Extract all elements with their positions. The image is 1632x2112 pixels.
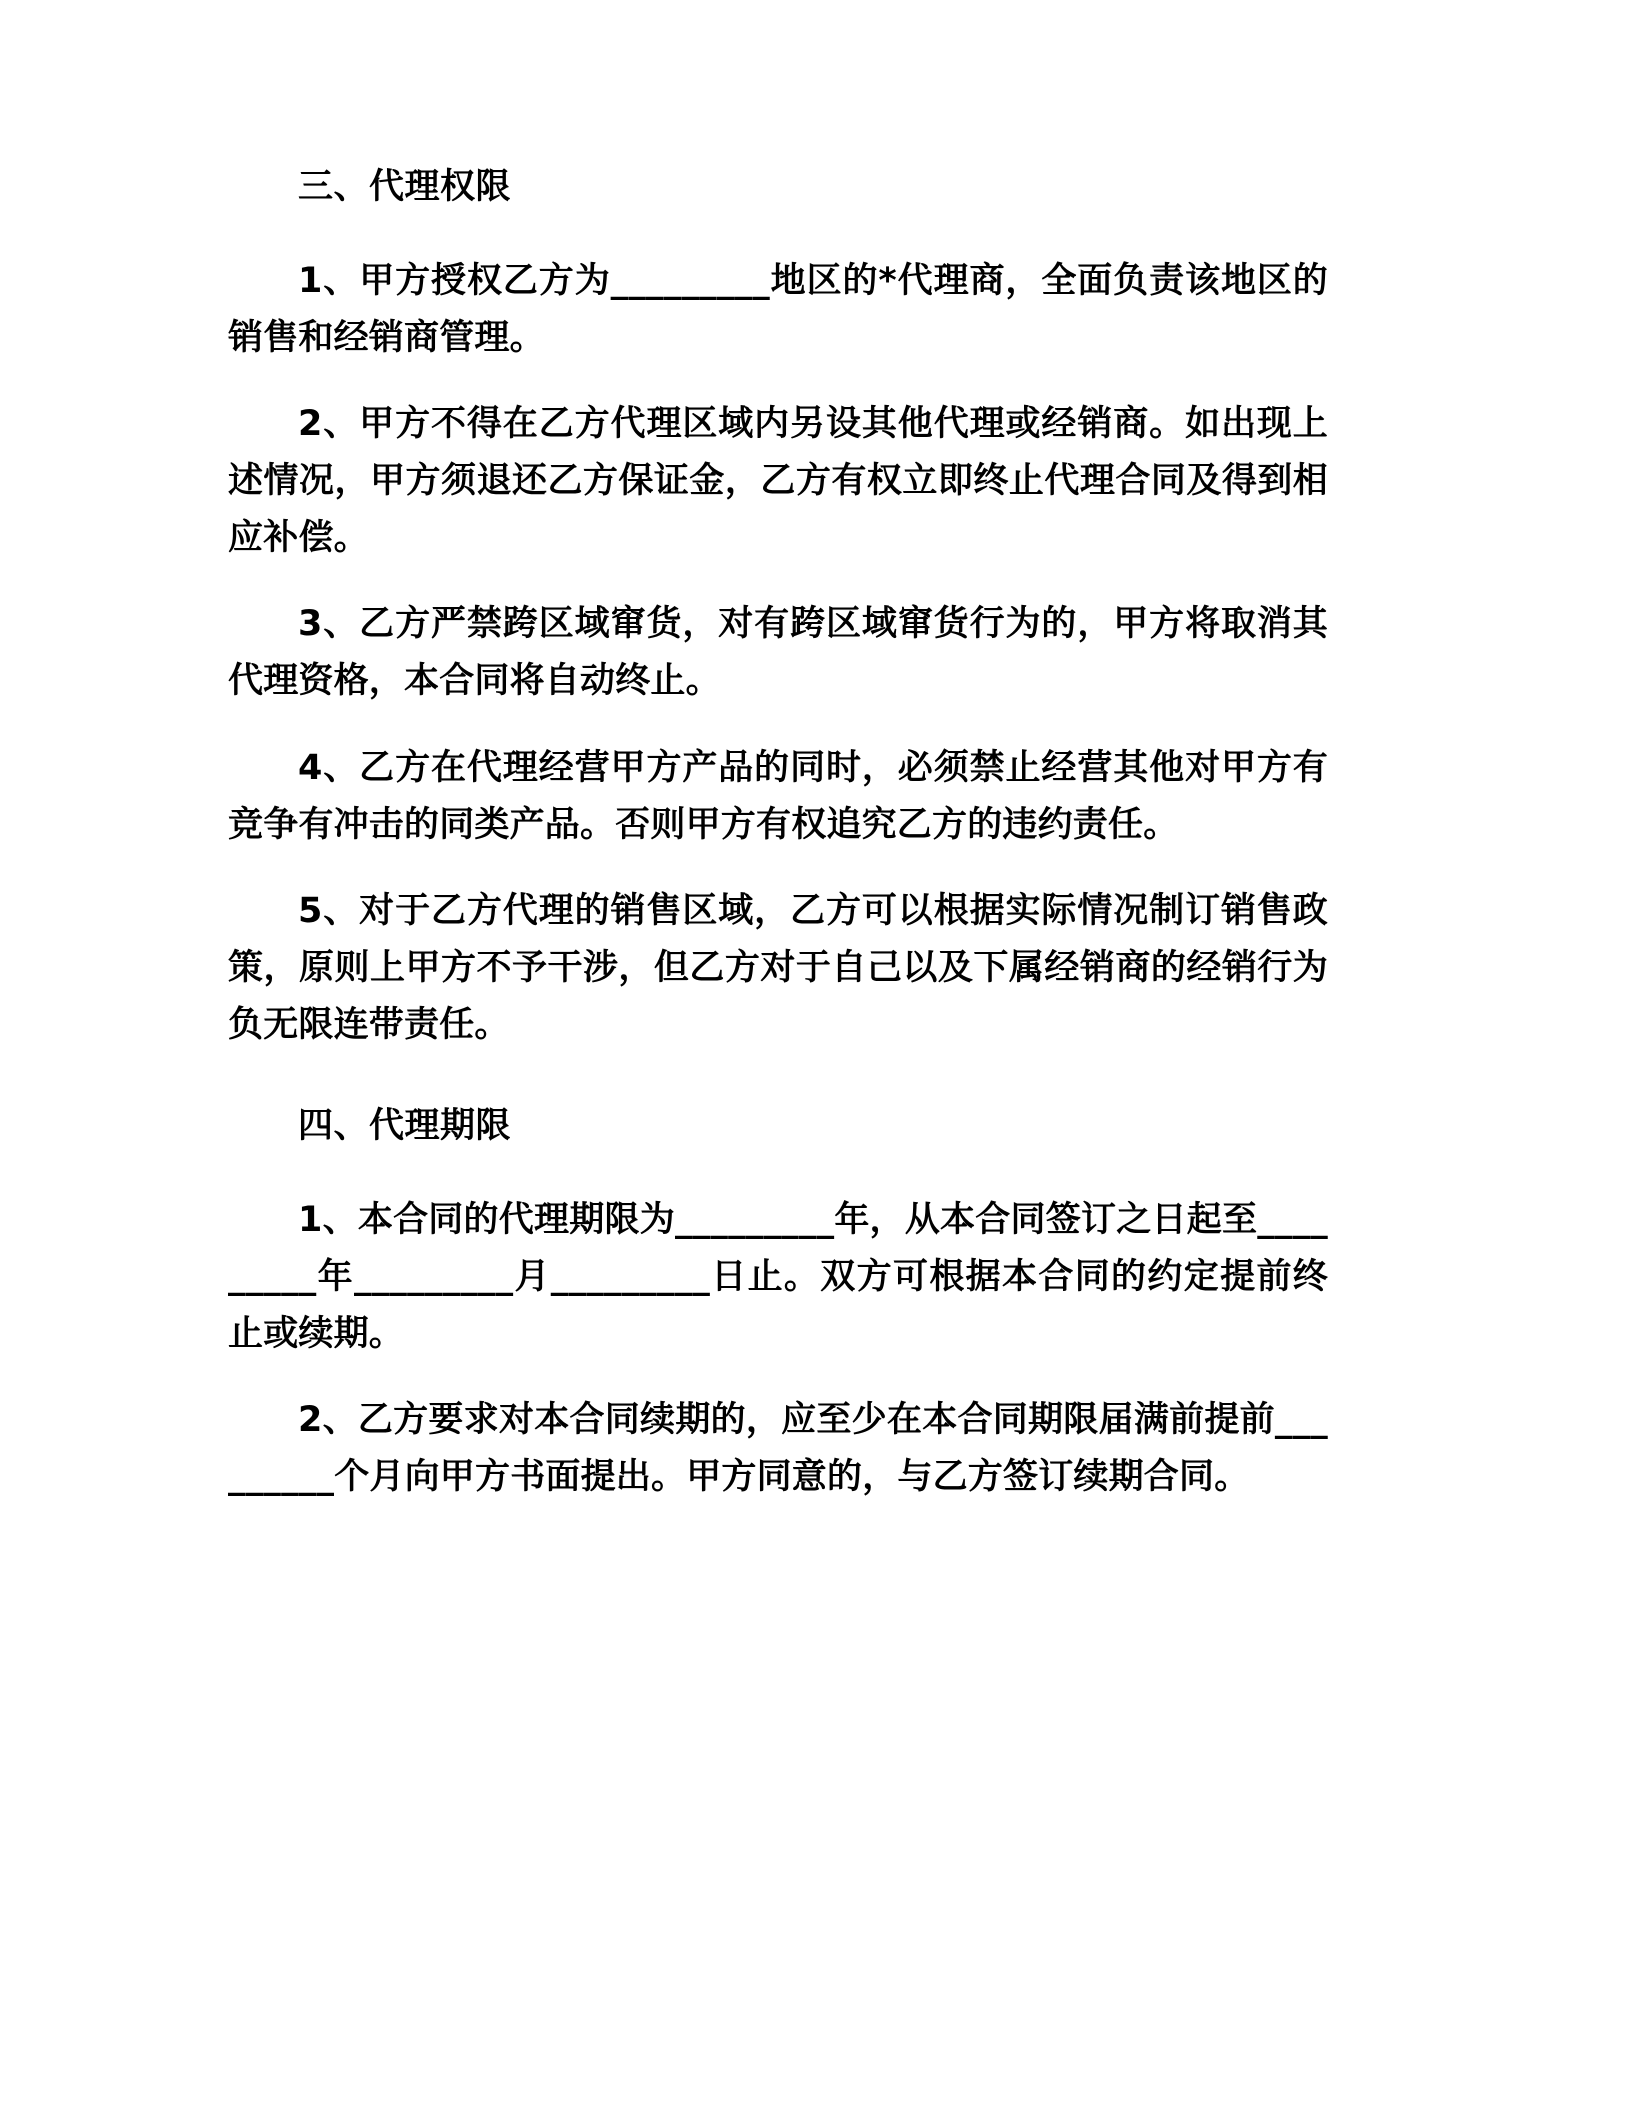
clause-4-2: 2、乙方要求对本合同续期的，应至少在本合同期限届满前提前_________个月向甲方书面提出。甲方同意的，与乙方签订续期合同。	[228, 1400, 1328, 1497]
clause-3-2: 2、甲方不得在乙方代理区域内另设其他代理或经销商。如出现上述情况，甲方须退还乙方保证金，乙方有权立即终止代理合同及得到相应补偿。	[228, 404, 1328, 558]
clause-3-1: 1、甲方授权乙方为_________地区的*代理商，全面负责该地区的销售和经销商管理。	[228, 261, 1328, 358]
clause-3-5: 5、对于乙方代理的销售区域，乙方可以根据实际情况制订销售政策，原则上甲方不予干涉，但乙方对于自己以及下属经销商的经销行为负无限连带责任。	[228, 891, 1328, 1045]
section-heading-three: 三、代理权限	[298, 167, 512, 207]
document-body	[228, 167, 1328, 1506]
section-heading-four: 四、代理期限	[298, 1106, 512, 1147]
clause-3-4: 4、乙方在代理经营甲方产品的同时，必须禁止经营其他对甲方有竞争有冲击的同类产品。否则甲方有权追究乙方的违约责任。	[228, 747, 1328, 845]
clause-4-1: 1、本合同的代理期限为_________年，从本合同签订之日起至_________年_________月_________日止。双方可根据本合同的约定提前终止或续期。	[228, 1200, 1328, 1354]
clause-3-3: 3、乙方严禁跨区域窜货，对有跨区域窜货行为的，甲方将取消其代理资格，本合同将自动终止。	[228, 604, 1328, 702]
